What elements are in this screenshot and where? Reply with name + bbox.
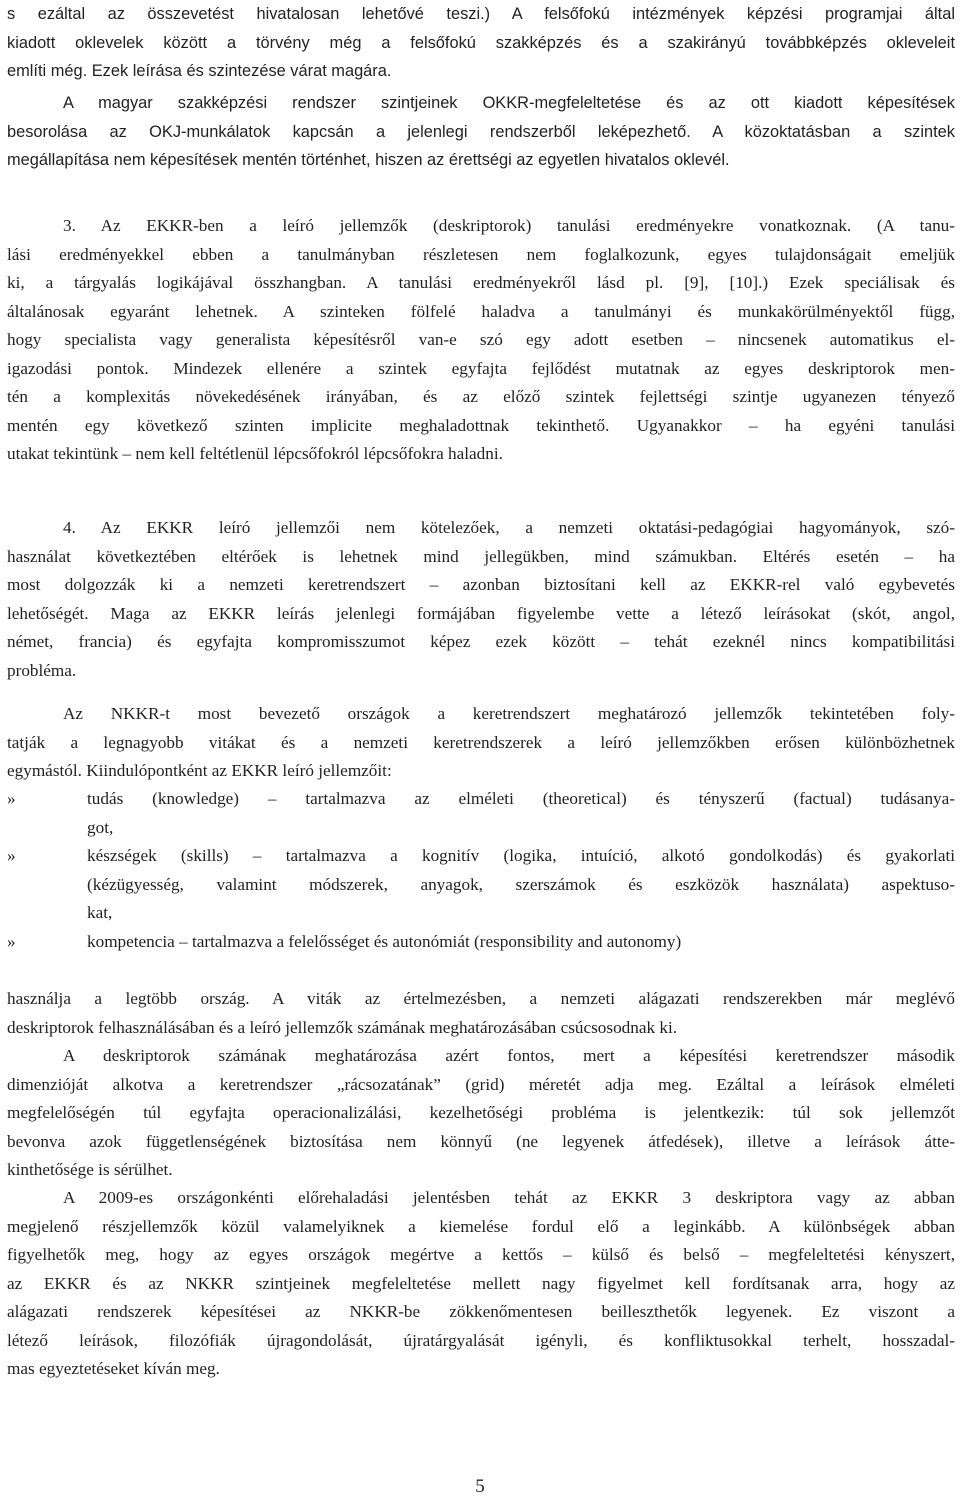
bullet-icon: » — [7, 931, 16, 951]
text-line: tén a komplexitás növekedésének irányában, és az előző szintek fejlettségi szintje ugyanezen tényező — [7, 387, 955, 406]
text-line: általánosak egyaránt lehetnek. A szinteken fölfelé haladva a tanulmányi és munkakörülményektől függ, — [7, 301, 955, 321]
list-item — [7, 842, 955, 928]
text-line: kinthetősége is sérülhet. — [7, 1160, 173, 1179]
text-line: 4. Az EKKR leíró jellemzői nem kötelezőek, a nemzeti oktatási-pedagógiai hagyományok, szó- — [63, 518, 955, 537]
text-line: használat következtében eltérőek is lehetnek mind jellegükben, mind számukban. Eltérés esetén – ha — [7, 546, 955, 566]
text-line: 3. Az EKKR-ben a leíró jellemzők (deskriptorok) tanulási eredményekre vonatkoznak. (A tanu- — [63, 216, 955, 235]
text-line: megállapítása nem képesítések mentén történhet, hiszen az érettségi az egyetlen hivatalos oklevél. — [7, 151, 730, 169]
text-line: az EKKR és az NKKR szintjeinek megfeleltetése mellett nagy figyelmet kell fordítsanak arra, hogy az — [7, 1273, 955, 1293]
section-3-paragraph — [7, 212, 955, 469]
list-item — [7, 785, 955, 842]
descriptors-paragraph — [7, 1042, 955, 1185]
text-line: s ezáltal az összevetést hivatalosan lehetővé teszi.) A felsőfokú intézmények képzési programjai által — [7, 5, 955, 23]
text-line: mas egyeztetéseket kíván meg. — [7, 1359, 220, 1378]
bullet-text-line: tudás (knowledge) – tartalmazva az elméleti (theoretical) és tényszerű (factual) tudásanya- — [87, 789, 955, 808]
nkkr-paragraph — [7, 700, 955, 786]
text-line: A deskriptorok számának meghatározása azért fontos, mert a képesítési keretrendszer második — [63, 1046, 955, 1065]
text-line: Az NKKR-t most bevezető országok a keretrendszert meghatározó jellemzők tekintetében foly- — [63, 704, 955, 723]
text-line: igazodási pontok. Mindezek ellenére a szintek egyfajta fejlődést mutatnak az egyes deskriptorok men- — [7, 358, 955, 378]
bullet-icon: » — [7, 789, 16, 808]
text-line: kiadott oklevelek között a törvény még a felsőfokú szakképzés és a szakirányú továbbképzés okleveleit — [7, 33, 955, 52]
text-line: német, francia) és egyfajta kompromisszumot képez ezek között – tehát ezeknél nincs kompatibilitási — [7, 632, 955, 651]
bullet-text-line: készségek (skills) – tartalmazva a kognitív (logika, intuíció, alkotó gondolkodás) és gyakorlati — [87, 846, 955, 865]
page-number: 5 — [475, 1476, 485, 1497]
text-line: lehetőségét. Maga az EKKR leírás jelenlegi formájában figyelembe vette a létező leírásokat (skót, angol, — [7, 603, 955, 623]
text-line: alágazati rendszerek képesítései az NKKR-be zökkenőmentesen beilleszthetők legyenek. Ez viszont a — [7, 1302, 955, 1321]
list-item — [7, 928, 955, 957]
text-line: mentén egy következő szinten implicite meghaladottnak tekinthető. Ugyanakkor – ha egyéni tanulási — [7, 415, 955, 435]
text-line: tatják a legnagyobb vitákat és a nemzeti keretrendszerek a leíró jellemzőkben erősen különbözhetnek — [7, 732, 955, 752]
text-line: figyelhetők meg, hogy az egyes országok megértve a kettős – külső és belső – megfeleltetési kényszert, — [7, 1245, 955, 1264]
section-4-paragraph — [7, 514, 955, 685]
text-line: bevonva azok függetlenségének biztosítása nem könnyű (ne legyenek átfedések), illetve a leírások átte- — [7, 1131, 955, 1151]
text-line: utakat tekintünk – nem kell feltétlenül lépcsőfokról lépcsőfokra haladni. — [7, 444, 503, 463]
okkr-paragraph — [7, 89, 955, 175]
text-line: deskriptorok felhasználásában és a leíró jellemzők számának meghatározásában csúcsosodnak ki. — [7, 1017, 678, 1037]
text-line: használja a legtöbb ország. A viták az értelmezésben, a nemzeti alágazati rendszerekben már meglévő — [7, 989, 955, 1008]
text-line: besorolása az OKJ-munkálatok kapcsán a jelenlegi rendszerből leképezhető. A közoktatásban a szintek — [7, 122, 955, 141]
report-2009-paragraph — [7, 1184, 955, 1384]
bullet-text-line: got, — [87, 817, 114, 837]
text-line: probléma. — [7, 660, 77, 680]
bullet-text-line: kompetencia – tartalmazva a felelősséget és autonómiát (responsibility and autonomy) — [87, 931, 682, 951]
text-line: most dolgozzák ki a nemzeti keretrendszert – azonban biztosítani kell az EKKR-rel való egybevetés — [7, 575, 955, 594]
bullet-icon: » — [7, 846, 16, 865]
text-line: lási eredményekkel ebben a tanulmányban részletesen nem foglalkozunk, egyes tulajdonságait emeljük — [7, 244, 955, 264]
text-line: létező leírások, filozófiák újragondolását, újratárgyalását igényli, és konfliktusokkal terhelt, hosszadal- — [7, 1330, 955, 1350]
descriptor-bullet-list — [7, 785, 955, 956]
text-line: megfelelőségén túl egyfajta operacionalizálási, kezelhetőségi probléma is jelentkezik: túl sok jellemzőt — [7, 1103, 955, 1122]
bullet-text-line: kat, — [87, 903, 113, 922]
after-bullets-paragraph — [7, 985, 955, 1042]
text-line: A 2009-es országonkénti előrehaladási jelentésben tehát az EKKR 3 deskriptora vagy az abban — [63, 1188, 955, 1207]
text-line: dimenzióját alkotva a keretrendszer „rácsozatának” (grid) méretét adja meg. Ezáltal a leírások elméleti — [7, 1074, 955, 1094]
bullet-text-line: (kézügyesség, valamint módszerek, anyagok, szerszámok és eszközök használata) aspektuso- — [87, 874, 955, 894]
text-line: megjelenő részjellemzők közül valamelyiknek a kiemelése fordul elő a leginkább. A különbségek abban — [7, 1216, 955, 1236]
text-line: említi még. Ezek leírása és szintezése várat magára. — [7, 62, 392, 80]
text-line: ki, a tárgyalás logikájával összhangban. A tanulási eredményekről lásd pl. [9], [10].) Ezek speciálisak és — [7, 273, 955, 292]
text-line: egymástól. Kiindulópontként az EKKR leíró jellemzőit: — [7, 761, 392, 780]
intro-paragraph — [7, 0, 955, 86]
text-line: hogy specialista vagy generalista képesítésről van-e szó egy adott esetben – nincsenek automatikus el- — [7, 330, 955, 349]
text-line: A magyar szakképzési rendszer szintjeinek OKKR-megfeleltetése és az ott kiadott képesítések — [63, 94, 955, 112]
